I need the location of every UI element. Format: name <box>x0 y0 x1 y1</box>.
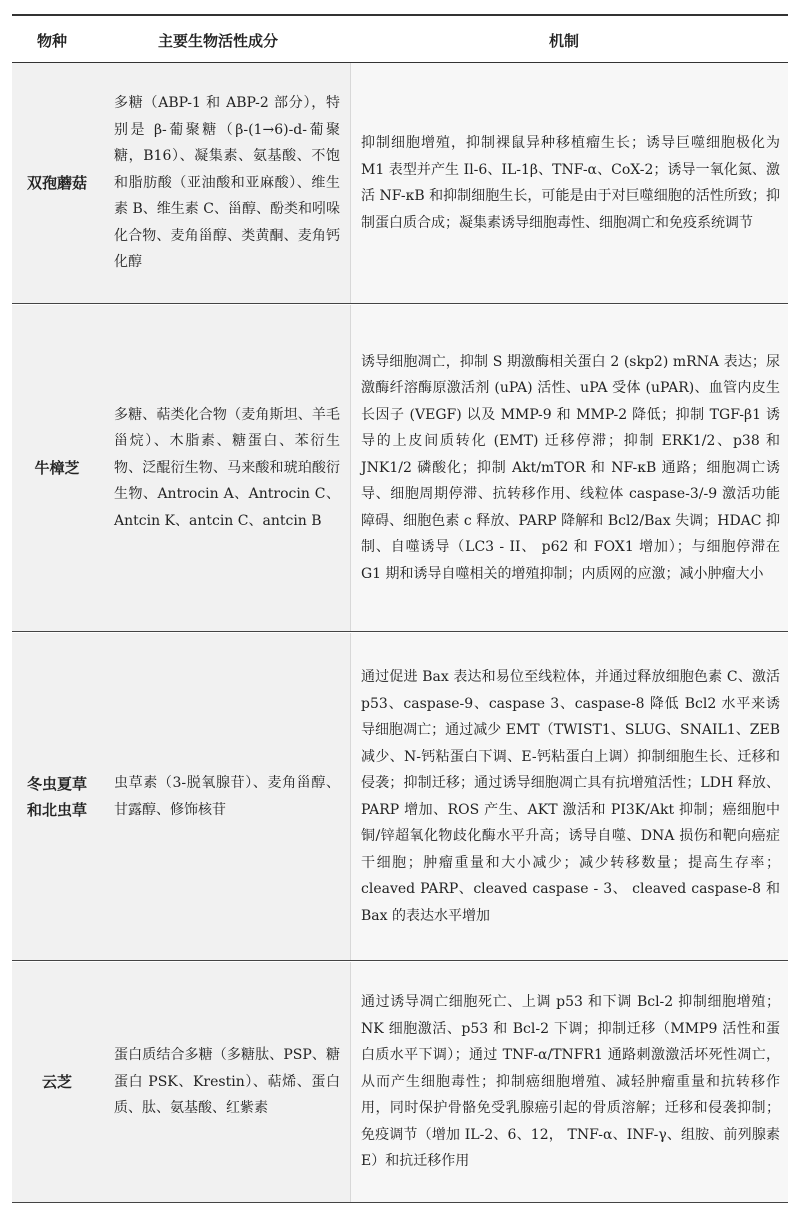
species-name: 双孢蘑菇 <box>26 174 87 192</box>
mechanism-text: 通过促进 Bax 表达和易位至线粒体，并通过释放细胞色素 C、激活 p53、caspase-9、caspase 3、caspase-8 降低 Bcl2 水平来诱导细胞凋亡；通过减少 EMT（TWIST1、SLUG、SNAIL1、ZEB 减少、N-钙粘蛋白下调、E-钙粘蛋白上调）抑制细胞生长、迁移和侵袭；抑制迁移；通过诱导细胞凋亡具有抗增殖活性；LDH 释放、PARP 增加、ROS 产生、AKT 激活和 PI3K/Akt 抑制；癌细胞中铜/锌超氧化物歧化酶水平升高；诱导自噬、DNA 损伤和靶向癌症干细胞；肿瘤重量和大小减少；减少转移数量；提高生存率；cleaved PARP、cleaved caspase - 3、 cleaved caspase-8 和 Bax 的表达水平增加 <box>361 669 780 924</box>
species-name: 牛樟芝 <box>34 459 80 477</box>
mechanism-text: 通过诱导凋亡细胞死亡、上调 p53 和下调 Bcl-2 抑制细胞增殖；NK 细胞激活、p53 和 Bcl-2 下调；抑制迁移（MMP9 活性和蛋白质水平下调）；通过 TNF-α/TNFR1 通路刺激激活坏死性凋亡，从而产生细胞毒性；抑制癌细胞增殖、减轻肿瘤重量和抗转移作用，同时保护骨骼免受乳腺癌引起的骨质溶解；迁移和侵袭抑制；免疫调节（增加 IL-2、6、12， TNF-α、INF-γ、组胺、前列腺素 E）和抗迁移作用 <box>361 994 780 1170</box>
species-name: 冬虫夏草 和北虫草 <box>26 774 87 819</box>
components-text: 蛋白质结合多糖（多糖肽、PSP、糖蛋白 PSK、Krestin）、萜烯、蛋白质、肽、氨基酸、红紫素 <box>114 1047 340 1117</box>
components-text: 多糖、萜类化合物（麦角斯坦、羊毛甾烷）、木脂素、糖蛋白、苯衍生物、泛醌衍生物、马来酸和琥珀酸衍生物、Antrocin A、Antrocin C、Antcin K、antcin C、antcin B <box>114 406 340 529</box>
components-text: 多糖（ABP-1 和 ABP-2 部分），特别是 β-葡聚糖（β-(1→6)-d-葡聚糖，B16）、凝集素、氨基酸、不饱和脂肪酸（亚油酸和亚麻酸）、维生素 B、维生素 C、甾醇、酚类和吲哚化合物、麦角甾醇、类黄酮、麦角钙化醇 <box>114 95 340 271</box>
table-row <box>12 305 788 632</box>
table-row <box>12 63 788 304</box>
mechanism-cell <box>350 633 788 960</box>
species-cell <box>12 633 102 960</box>
mechanism-cell <box>350 63 788 303</box>
header-species: 物种 <box>37 32 68 50</box>
species-cell <box>12 63 102 303</box>
mechanism-cell <box>350 962 788 1202</box>
table-row <box>12 962 788 1203</box>
mechanism-cell <box>350 305 788 631</box>
components-text: 虫草素（3-脱氧腺苷）、麦角甾醇、甘露醇、修饰核苷 <box>114 775 340 818</box>
header-mechanism: 机制 <box>549 32 580 50</box>
table-row <box>12 633 788 961</box>
table-header <box>12 16 788 63</box>
components-cell <box>102 305 350 631</box>
components-cell <box>102 633 350 960</box>
mechanism-text: 抑制细胞增殖，抑制裸鼠异种移植瘤生长；诱导巨噬细胞极化为 M1 表型并产生 Il-6、IL-1β、TNF-α、CoX-2；诱导一氧化氮、激活 NF-κB 和抑制细胞生长，可能是由于对巨噬细胞的活性所致；抑制蛋白质合成；凝集素诱导细胞毒性、细胞凋亡和免疫系统调节 <box>361 135 780 231</box>
species-cell <box>12 962 102 1202</box>
header-components: 主要生物活性成分 <box>158 32 279 50</box>
species-cell <box>12 305 102 631</box>
mechanism-text: 诱导细胞凋亡，抑制 S 期激酶相关蛋白 2 (skp2) mRNA 表达；尿激酶纤溶酶原激活剂 (uPA) 活性、uPA 受体 (uPAR)、血管内皮生长因子 (VEGF) 以及 MMP-9 和 MMP-2 降低；抑制 TGF-β1 诱导的上皮间质转化 (EMT) 迁移停滞；抑制 ERK1/2、p38 和 JNK1/2 磷酸化；抑制 Akt/mTOR 和 NF-κB 通路；细胞凋亡诱导、细胞周期停滞、抗转移作用、线粒体 caspase-3/-9 激活功能障碍、细胞色素 c 释放、PARP 降解和 Bcl2/Bax 失调；HDAC 抑制、自噬诱导（LC3 - II、 p62 和 FOX1 增加）；与细胞停滞在 G1 期和诱导自噬相关的增殖抑制；内质网的应激；减小肿瘤大小 <box>361 353 780 582</box>
components-cell <box>102 63 350 303</box>
species-name: 云芝 <box>41 1073 72 1091</box>
components-cell <box>102 962 350 1202</box>
